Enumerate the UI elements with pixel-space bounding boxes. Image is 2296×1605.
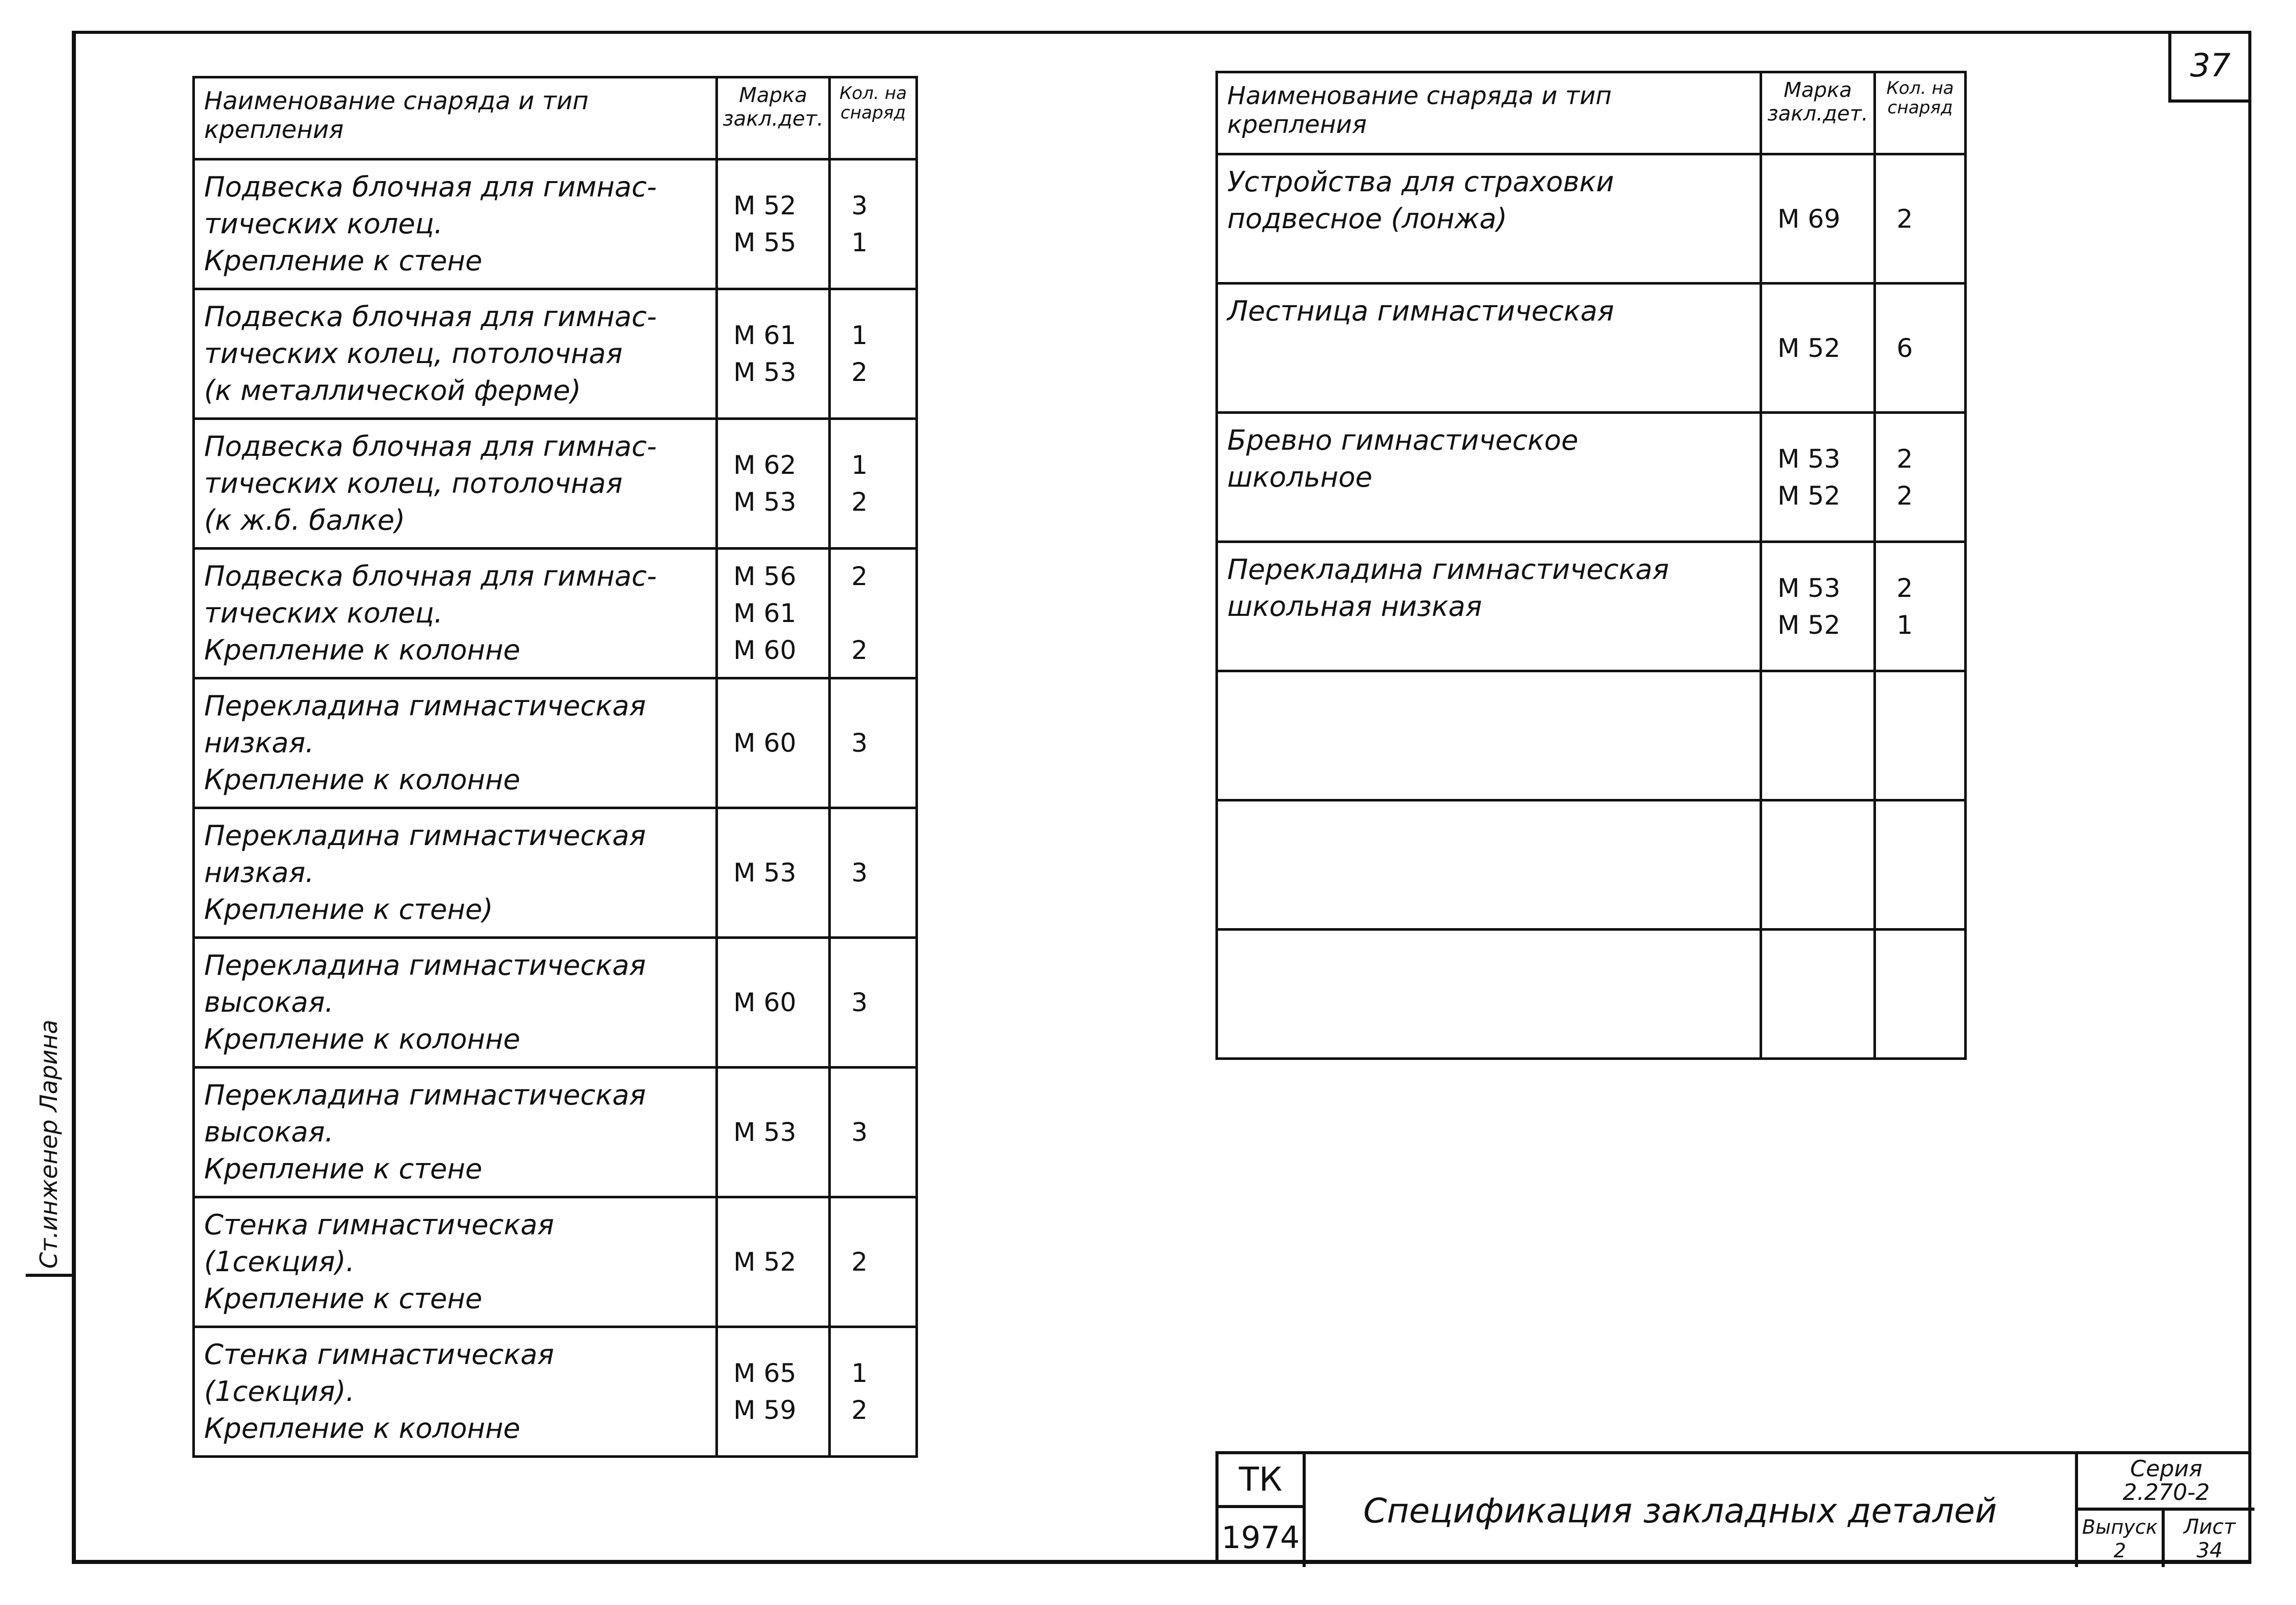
item-code-cell xyxy=(717,938,830,1068)
item-code: М 61 xyxy=(733,598,796,628)
item-qty-cell xyxy=(830,1197,917,1327)
item-qty: 2 xyxy=(851,635,868,665)
item-name: тических колец, потолочная xyxy=(204,337,623,370)
item-name: Крепление к колонне xyxy=(204,634,521,666)
item-qty-cell xyxy=(1875,413,1966,542)
item-qty-cell xyxy=(830,938,917,1068)
item-name: Перекладина гимнастическая xyxy=(204,690,646,722)
sheet-value: 34 xyxy=(2197,1539,2223,1562)
header-name: Наименование снаряда и тип крепления xyxy=(1217,72,1761,154)
item-qty: 3 xyxy=(851,1117,868,1147)
item-code-cell xyxy=(717,289,830,419)
item-qty: 3 xyxy=(851,728,868,758)
item-name: Подвеска блочная для гимнас- xyxy=(204,171,657,203)
series-value: 2.270-2 xyxy=(2123,1479,2210,1506)
item-name-cell xyxy=(194,1327,717,1457)
item-qty xyxy=(851,595,906,632)
item-name: Перекладина гимнастическая xyxy=(204,949,646,981)
item-code: М 60 xyxy=(733,988,796,1017)
item-qty-cell xyxy=(830,289,917,419)
table-row xyxy=(194,938,917,1068)
item-code: М 61 xyxy=(733,320,796,350)
item-qty: 3 xyxy=(851,191,868,220)
item-code: М 53 xyxy=(1777,444,1841,474)
item-name: (1секция). xyxy=(204,1375,355,1408)
item-code: М 59 xyxy=(733,1395,796,1425)
item-qty-cell xyxy=(830,419,917,549)
item-qty-cell xyxy=(830,1327,917,1457)
item-name-cell xyxy=(194,159,717,289)
item-qty: 2 xyxy=(1896,444,1913,474)
item-qty: 2 xyxy=(1896,204,1913,234)
header-qty: Кол. на снаряд xyxy=(830,77,917,159)
item-name-cell xyxy=(194,1197,717,1327)
item-qty: 1 xyxy=(851,320,868,350)
series-cell xyxy=(2075,1454,2254,1511)
item-qty-cell xyxy=(830,678,917,808)
left-spec-table xyxy=(192,76,918,1458)
item-qty: 1 xyxy=(851,228,868,257)
item-name: Подвеска блочная для гимнас- xyxy=(204,560,657,592)
item-name: низкая. xyxy=(204,727,314,759)
item-name: Стенка гимнастическая xyxy=(204,1338,554,1371)
item-name-cell xyxy=(194,1068,717,1197)
item-code-cell xyxy=(717,549,830,678)
item-code: М 52 xyxy=(1777,610,1841,640)
table-row xyxy=(194,549,917,678)
item-qty-cell xyxy=(1875,284,1966,413)
item-name: Крепление к колонне xyxy=(204,1412,521,1445)
header-code: Марка закл.дет. xyxy=(717,77,830,159)
item-name-cell xyxy=(1217,671,1761,800)
item-name: (к ж.б. балке) xyxy=(204,504,406,536)
item-name-cell xyxy=(194,808,717,938)
item-name-cell xyxy=(1217,284,1761,413)
item-name-cell xyxy=(194,678,717,808)
item-name-cell xyxy=(194,549,717,678)
item-qty: 3 xyxy=(851,988,868,1017)
item-qty-cell xyxy=(1875,930,1966,1059)
table-row xyxy=(194,1068,917,1197)
item-code: М 69 xyxy=(1777,204,1841,234)
right-spec-table xyxy=(1215,71,1967,1060)
item-code-cell xyxy=(1761,930,1874,1059)
issue-label: Выпуск xyxy=(2082,1516,2158,1538)
item-name: Крепление к стене xyxy=(204,1282,483,1315)
item-name: школьная низкая xyxy=(1227,590,1482,623)
table-header-row xyxy=(1217,72,1966,154)
item-name: высокая. xyxy=(204,1116,334,1148)
item-name: тических колец, потолочная xyxy=(204,467,623,499)
item-code: М 52 xyxy=(1777,333,1841,363)
item-name: тических колец. xyxy=(204,208,443,240)
item-qty-cell xyxy=(830,549,917,678)
item-code: М 65 xyxy=(733,1358,796,1388)
sheet-label: Лист xyxy=(2183,1515,2236,1539)
item-name: низкая. xyxy=(204,856,314,889)
item-code: М 53 xyxy=(733,487,796,517)
item-name: Перекладина гимнастическая xyxy=(204,1079,646,1111)
page-number: 37 xyxy=(2168,31,2249,103)
item-name: Крепление к стене xyxy=(204,1153,483,1185)
item-name: тических колец. xyxy=(204,597,443,629)
item-name-cell xyxy=(1217,800,1761,930)
sheet-cell xyxy=(2165,1511,2254,1567)
org-code: ТК xyxy=(1219,1454,1306,1508)
item-code-cell xyxy=(717,808,830,938)
table-row xyxy=(194,1327,917,1457)
item-code: М 55 xyxy=(733,228,796,257)
item-name: (1секция). xyxy=(204,1246,355,1278)
item-name-cell xyxy=(1217,542,1761,671)
item-code-cell xyxy=(1761,800,1874,930)
item-name: Крепление к колонне xyxy=(204,764,521,796)
item-qty: 2 xyxy=(851,357,868,387)
item-name: Крепление к стене) xyxy=(204,893,493,926)
item-qty-cell xyxy=(1875,800,1966,930)
item-code-cell xyxy=(1761,671,1874,800)
item-code: М 53 xyxy=(733,357,796,387)
item-qty: 2 xyxy=(851,561,868,591)
item-code-cell xyxy=(717,159,830,289)
item-code-cell xyxy=(1761,284,1874,413)
item-qty: 1 xyxy=(1896,610,1913,640)
item-name: Подвеска блочная для гимнас- xyxy=(204,300,657,333)
header-qty: Кол. на снаряд xyxy=(1875,72,1966,154)
item-qty: 2 xyxy=(851,487,868,517)
table-row xyxy=(194,678,917,808)
item-code: М 60 xyxy=(733,635,796,665)
item-code: М 62 xyxy=(733,450,796,480)
item-name: Стенка гимнастическая xyxy=(204,1209,554,1241)
item-code-cell xyxy=(1761,542,1874,671)
item-name-cell xyxy=(194,938,717,1068)
item-code: М 52 xyxy=(1777,480,1841,511)
table-row xyxy=(1217,542,1966,671)
item-name-cell xyxy=(1217,930,1761,1059)
item-code-cell xyxy=(717,1197,830,1327)
item-qty-cell xyxy=(1875,671,1966,800)
item-name: (к металлической ферме) xyxy=(204,374,581,407)
table-row xyxy=(194,808,917,938)
item-code: М 53 xyxy=(733,858,796,888)
item-qty-cell xyxy=(830,1068,917,1197)
issue-value: 2 xyxy=(2113,1539,2126,1562)
table-row xyxy=(194,159,917,289)
table-header-row xyxy=(194,77,917,159)
item-code-cell xyxy=(717,1327,830,1457)
table-row xyxy=(1217,284,1966,413)
item-name: Бревно гимнастическое xyxy=(1227,424,1579,456)
item-qty: 1 xyxy=(851,1358,868,1388)
document-title: Спецификация закладных деталей xyxy=(1363,1491,1997,1531)
item-qty: 6 xyxy=(1896,333,1913,363)
table-row xyxy=(1217,154,1966,284)
item-qty-cell xyxy=(830,808,917,938)
item-qty: 1 xyxy=(851,450,868,480)
item-name: подвесное (лонжа) xyxy=(1227,203,1507,235)
item-name-cell xyxy=(1217,154,1761,284)
item-qty: 2 xyxy=(1896,573,1913,603)
item-qty: 2 xyxy=(851,1395,868,1425)
table-row xyxy=(1217,800,1966,930)
issue-cell xyxy=(2075,1511,2165,1567)
item-qty: 2 xyxy=(1896,480,1913,511)
item-name: Устройства для страховки xyxy=(1227,166,1614,198)
item-name: Перекладина гимнастическая xyxy=(1227,553,1669,586)
year: 1974 xyxy=(1219,1508,1306,1567)
item-code-cell xyxy=(717,1068,830,1197)
item-qty-cell xyxy=(1875,542,1966,671)
header-name: Наименование снаряда и тип крепления xyxy=(194,77,717,159)
item-name: школьное xyxy=(1227,461,1372,493)
item-qty: 2 xyxy=(851,1247,868,1277)
item-name: Крепление к стене xyxy=(204,245,483,277)
item-name: Подвеска блочная для гимнас- xyxy=(204,430,657,463)
item-code: М 60 xyxy=(733,728,796,758)
table-row xyxy=(194,1197,917,1327)
item-code: М 52 xyxy=(733,191,796,220)
table-row xyxy=(194,289,917,419)
item-qty-cell xyxy=(830,159,917,289)
item-name: высокая. xyxy=(204,986,334,1018)
series-label: Серия xyxy=(2130,1456,2203,1482)
item-name: Крепление к колонне xyxy=(204,1023,521,1055)
table-row xyxy=(1217,671,1966,800)
item-name-cell xyxy=(1217,413,1761,542)
side-note: Ст.инженер Ларина xyxy=(26,756,72,1277)
item-code: М 56 xyxy=(733,561,796,591)
item-code-cell xyxy=(717,678,830,808)
item-qty-cell xyxy=(1875,154,1966,284)
header-code: Марка закл.дет. xyxy=(1761,72,1874,154)
title-block xyxy=(1215,1451,2251,1564)
item-code: М 53 xyxy=(1777,573,1841,603)
item-code-cell xyxy=(1761,154,1874,284)
item-code-cell xyxy=(1761,413,1874,542)
item-name: Перекладина гимнастическая xyxy=(204,819,646,852)
item-qty: 3 xyxy=(851,858,868,888)
item-name-cell xyxy=(194,419,717,549)
item-code: М 52 xyxy=(733,1247,796,1277)
item-name-cell xyxy=(194,289,717,419)
table-row xyxy=(1217,930,1966,1059)
table-row xyxy=(1217,413,1966,542)
table-row xyxy=(194,419,917,549)
item-code-cell xyxy=(717,419,830,549)
item-name: Лестница гимнастическая xyxy=(1227,295,1614,327)
item-code: М 53 xyxy=(733,1117,796,1147)
